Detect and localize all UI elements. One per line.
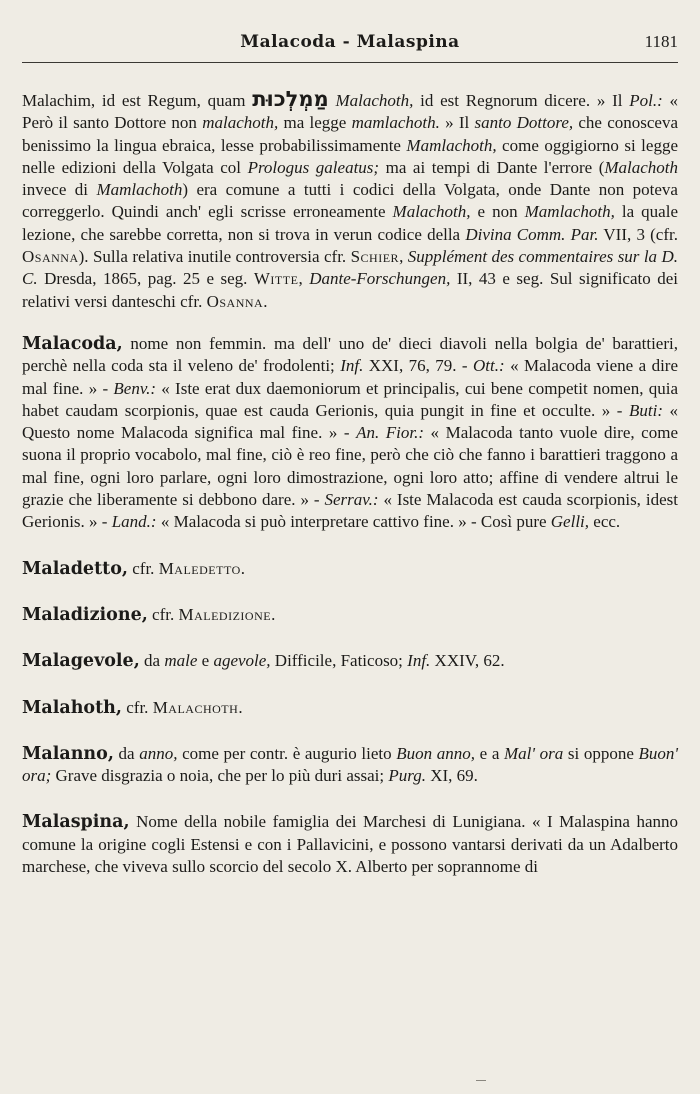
- page-header: [22, 32, 678, 66]
- text-run: Prologus galeatus;: [247, 157, 380, 177]
- text-run: Nome della nobile famiglia dei Marchesi di Lunigiana. « I Malaspina hanno comune la origine cogli Estensi e con i Pallavicini, e possono vantarsi derivati da un Adalberto marchese, che viveva sullo scorcio del secolo X. Alberto per soprannome di: [22, 812, 678, 877]
- text-run: Serrav.:: [324, 490, 379, 510]
- text-run: « Iste Malacoda est cauda scorpionis, idest Gerionis. » -: [22, 490, 678, 532]
- text-run: Land.:: [111, 512, 157, 532]
- text-run: XXIV, 62.: [430, 651, 505, 671]
- text-run: An. Fior.:: [356, 423, 425, 443]
- text-run: ). Sulla relativa inutile controversia cfr.: [78, 247, 351, 267]
- text-run: cfr.: [128, 558, 159, 578]
- headword: Malanno,: [22, 743, 114, 764]
- headword: Maladetto,: [22, 558, 128, 579]
- text-run: nome non femmin. ma dell' uno de' dieci diavoli nella bolgia de' barattieri, perchè nella coda sta il veleno de' frodolenti;: [22, 333, 678, 376]
- text-run: Mamlachoth,: [406, 135, 497, 155]
- text-run: Mamlachoth: [96, 180, 183, 200]
- text-run: Malachoth: [604, 157, 679, 177]
- headword: Malacoda,: [22, 333, 123, 354]
- text-run: malachoth,: [202, 113, 279, 133]
- headword: Maladizione,: [22, 604, 148, 625]
- text-run: Witte: [253, 269, 299, 289]
- entry-malagevole: [22, 650, 678, 672]
- text-run: che conosceva benissimo la lingua ebraica, lesse probabilissimamente: [22, 113, 679, 155]
- text-run: Malachoth: [152, 697, 239, 717]
- running-head: Malacoda - Malaspina: [240, 32, 460, 52]
- text-run: la quale lezione, che sarebbe corretta, non si trova in verun codice della: [22, 202, 678, 244]
- page-mark: [476, 1080, 486, 1081]
- headword: Malagevole,: [22, 651, 140, 672]
- text-run: da: [139, 651, 165, 671]
- text-run: « Malacoda si può interpretare cattivo fine. » - Così pure: [156, 512, 551, 532]
- text-run: ecc.: [589, 512, 621, 532]
- text-run: » Il: [439, 113, 475, 133]
- text-run: ) era comune a tutti i codici della Volgata, onde Dante non poteva correggerlo. Quindi anch' egli scrisse erroneamente: [22, 180, 678, 222]
- text-run: Dresda, 1865, pag. 25 e seg.: [37, 269, 254, 289]
- page-body: [22, 88, 678, 878]
- text-run: mamlachoth.: [351, 113, 440, 133]
- text-run: Malachoth,: [392, 202, 471, 222]
- text-run: « Iste erat dux daemoniorum et principalis, cui bene competit nomen, quia habet caudam scorpionis, quae est cauda Gerionis, quia pungit in fine et occulte. » -: [22, 378, 678, 420]
- text-run: Dante-Forschungen,: [309, 269, 451, 289]
- text-run: e a: [475, 743, 504, 763]
- text-run: santo Dottore,: [474, 113, 574, 133]
- text-run: Osanna: [22, 247, 79, 267]
- text-run: cfr.: [147, 604, 179, 624]
- text-run: Grave disgrazia o noia, che per lo più duri assai;: [51, 766, 389, 786]
- text-run: Purg.: [388, 766, 426, 786]
- text-run: da: [113, 743, 140, 763]
- text-run: Maledetto: [158, 558, 241, 578]
- text-run: Benv.:: [113, 378, 157, 398]
- text-run: VII, 3 (cfr.: [598, 224, 678, 244]
- text-run: Mamlachoth,: [524, 202, 615, 222]
- text-run: Malachoth,: [335, 91, 414, 110]
- entry-continuation-malachoth: [22, 88, 678, 313]
- text-run: Malachim, id est Regum, quam: [22, 91, 253, 110]
- text-run: agevole,: [213, 651, 271, 671]
- text-run: Pol.:: [629, 91, 663, 110]
- text-run: Difficile, Faticoso;: [270, 651, 408, 671]
- text-run: Schier: [350, 247, 400, 267]
- text-run: Inf.: [340, 356, 364, 376]
- text-run: .: [238, 697, 243, 717]
- text-run: Buon anno,: [396, 743, 476, 763]
- text-run: .: [240, 558, 245, 578]
- text-run: come per contr. è augurio lieto: [177, 743, 397, 763]
- text-run: Divina Comm. Par.: [465, 224, 599, 244]
- headword: Malaspina,: [22, 812, 130, 833]
- entry-malanno: [22, 743, 678, 788]
- text-run: ma ai tempi di Dante l'errore (: [379, 157, 605, 177]
- text-run: Supplément des commentaires sur la D. C.: [22, 247, 679, 289]
- headword: Malahoth,: [22, 697, 122, 718]
- text-run: « Malacoda viene a dire mal fine. » -: [22, 356, 678, 398]
- text-run: e: [197, 651, 214, 671]
- text-run: Mal' ora: [503, 743, 564, 763]
- text-run: cfr.: [122, 697, 153, 717]
- text-run: [329, 91, 336, 110]
- text-run: ,: [399, 247, 408, 267]
- text-run: Osanna: [206, 291, 264, 311]
- entry-maladizione: [22, 604, 678, 626]
- entry-malahoth: [22, 697, 678, 719]
- text-run: male: [164, 651, 198, 671]
- text-run: .: [263, 291, 268, 311]
- entry-malacoda: [22, 333, 678, 534]
- text-run: invece di: [22, 180, 97, 200]
- text-run: anno,: [139, 743, 178, 763]
- text-run: e non: [470, 202, 525, 222]
- text-run: ma legge: [278, 113, 352, 133]
- hebrew-word: מַמְלְכוּת: [252, 87, 329, 111]
- text-run: « Questo nome Malacoda significa mal fine. » -: [22, 400, 678, 443]
- text-run: XI, 69.: [425, 766, 478, 786]
- text-run: Gelli,: [550, 512, 590, 532]
- entry-malaspina: [22, 811, 678, 878]
- text-run: Buti:: [628, 400, 663, 420]
- text-run: .: [271, 604, 276, 624]
- text-run: XXI, 76, 79. -: [363, 356, 474, 376]
- text-run: II, 43 e seg. Sul significato dei relativi versi danteschi cfr.: [22, 269, 678, 311]
- text-run: « Però il santo Dottore non: [22, 91, 679, 133]
- text-run: « Malacoda tanto vuole dire, come suona il proprio vocabolo, mal fine, ciò è reo fine, però che ciò che fanno i barattieri traggono a mal fine, ogni loro parlare, ogni loro dimostrazione, ogni loro atto; affine di vendere altrui le grazie che liberamente si debbono dare. » -: [22, 423, 678, 510]
- text-run: Buon' ora;: [22, 743, 679, 786]
- entry-maladetto: [22, 558, 678, 580]
- text-run: ,: [298, 269, 310, 289]
- text-run: Inf.: [407, 651, 431, 671]
- text-run: come oggigiorno si legge nelle edizioni della Volgata col: [22, 135, 678, 177]
- text-run: id est Regnorum dicere. » Il: [413, 91, 630, 110]
- page-number: 1181: [644, 32, 678, 51]
- text-run: Ott.:: [473, 356, 505, 376]
- header-rule: [22, 62, 678, 63]
- text-run: Maledizione: [178, 604, 272, 624]
- text-run: si oppone: [563, 743, 639, 763]
